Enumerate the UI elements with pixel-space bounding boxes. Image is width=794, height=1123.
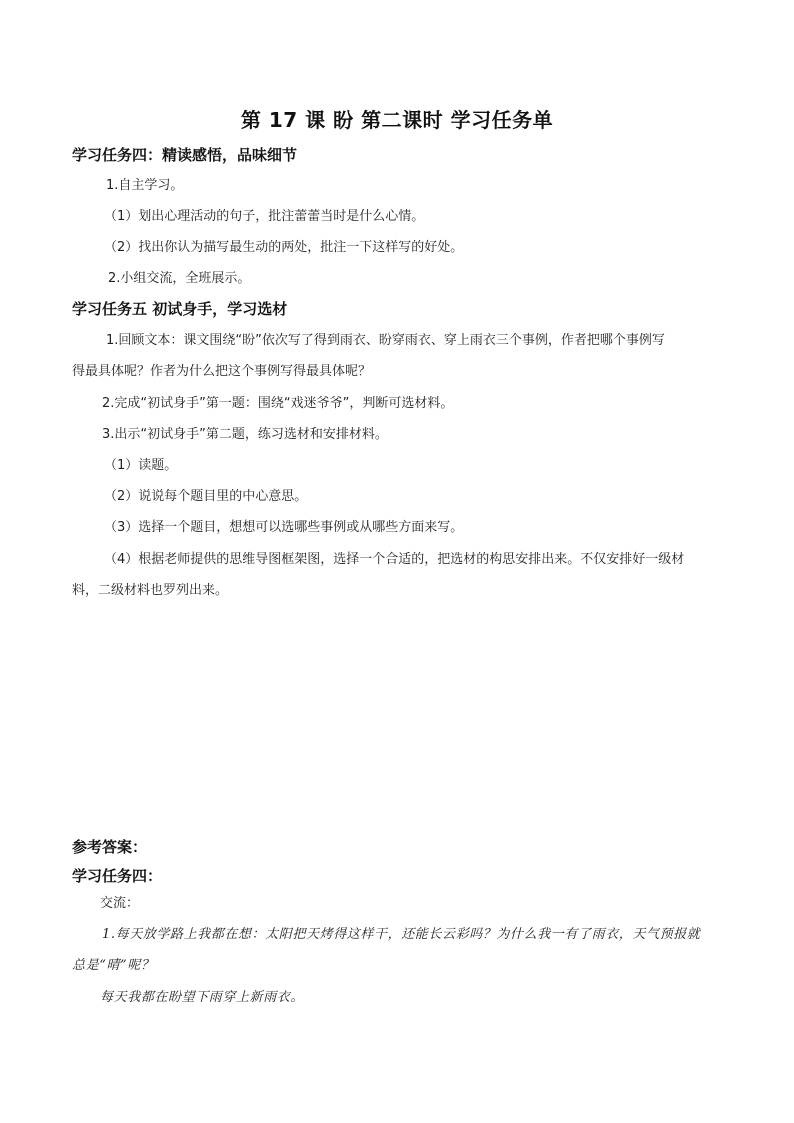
section-5-heading: 学习任务五 初试身手，学习选材 [72, 300, 288, 318]
section-5-line: （2）说说每个题目里的中心意思。 [104, 489, 308, 504]
section-5-line: 1.回顾文本：课文围绕“盼”依次写了得到雨衣、盼穿雨衣、穿上雨衣三个事例，作者把哪个事例写 [106, 333, 665, 348]
section-5-line: 得最具体呢？作者为什么把这个事例写得最具体呢？ [72, 364, 372, 379]
section-4-line: 1.自主学习。 [106, 178, 184, 193]
answers-subheading: 学习任务四： [72, 867, 163, 885]
section-5-line: （3）选择一个题目，想想可以选哪些事例或从哪些方面来写。 [104, 520, 464, 535]
section-5-line: 3.出示“初试身手”第二题，练习选材和安排材料。 [102, 427, 388, 442]
answer-line: 总是“晴”呢？ [72, 958, 155, 973]
section-4-heading: 学习任务四：精读感悟，品味细节 [72, 146, 298, 164]
section-5-line: （1）读题。 [104, 458, 178, 473]
section-5-line: 2.完成“初试身手”第一题：围绕“戏迷爷爷”，判断可选材料。 [102, 396, 454, 411]
section-5-line: 料，二级材料也罗列出来。 [72, 583, 229, 598]
section-4-line: （2）找出你认为描写最生动的两处，批注一下这样写的好处。 [104, 240, 464, 255]
section-5-line: （4）根据老师提供的思维导图框架图，选择一个合适的，把选材的构思安排出来。不仅安排好一级材 [104, 552, 685, 567]
section-4-line: 2.小组交流，全班展示。 [108, 271, 251, 286]
answers-heading: 参考答案： [72, 838, 148, 856]
page-title: 第 17 课 盼 第二课时 学习任务单 [240, 108, 554, 132]
answer-line: 1.每天放学路上我都在想：太阳把天烤得这样干，还能长云彩吗？为什么我一有了雨衣，天气预报就 [102, 927, 701, 942]
section-4-line: （1）划出心理活动的句子，批注蕾蕾当时是什么心情。 [104, 209, 425, 224]
answer-line: 每天我都在盼望下雨穿上新雨衣。 [100, 990, 305, 1005]
answers-label: 交流： [100, 896, 140, 911]
